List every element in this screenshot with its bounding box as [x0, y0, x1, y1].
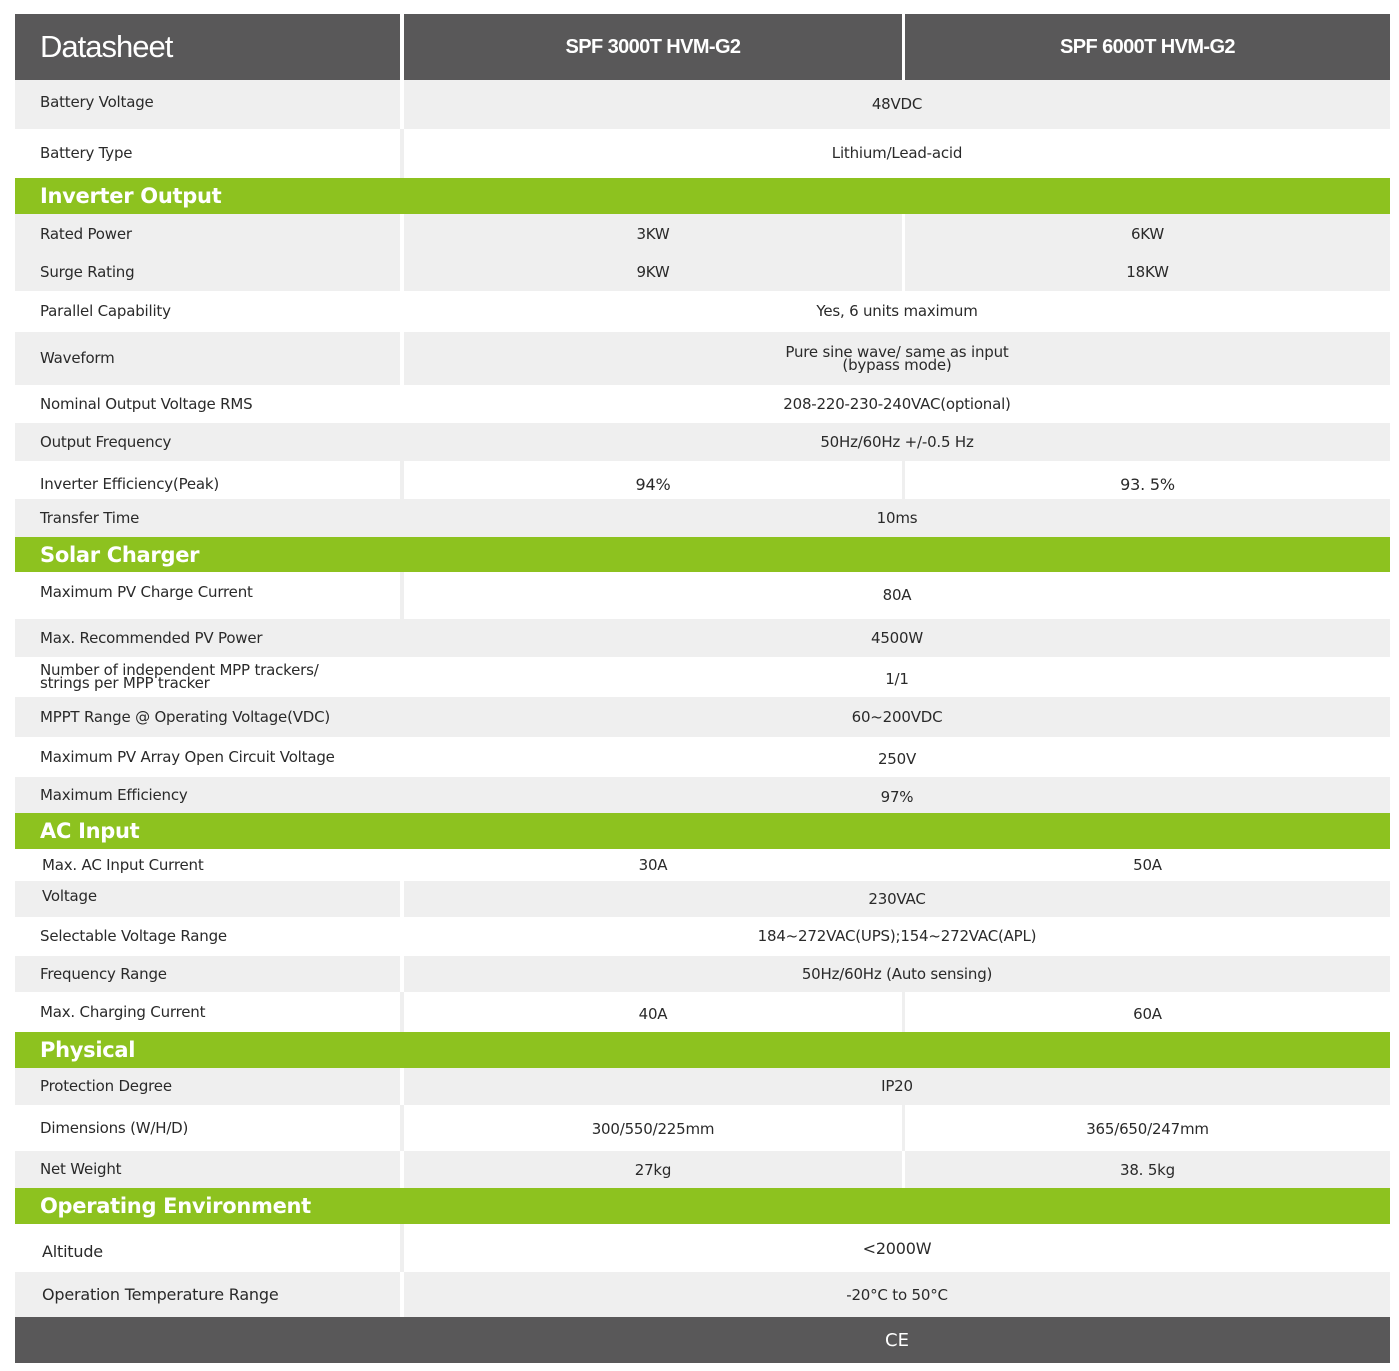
value-line: (bypass mode): [842, 355, 952, 374]
row-protection-degree: [15, 1068, 1390, 1105]
row-max-charging-current: [15, 992, 1390, 1032]
row-value: Yes, 6 units maximum: [816, 302, 978, 320]
row-label: Max. AC Input Current: [42, 855, 204, 874]
row-value: [404, 332, 1390, 385]
label-line: Number of independent MPP trackers/: [40, 661, 319, 679]
model-6000t: SPF 6000T HVM-G2: [1060, 35, 1235, 58]
row-rated-power: [15, 214, 1390, 254]
row-value: 10ms: [876, 508, 918, 527]
value-3000t: 9KW: [636, 263, 670, 281]
table-header: [15, 14, 1390, 80]
value-6000t: 365/650/247mm: [1086, 1119, 1209, 1138]
value-6000t: 60A: [1133, 1004, 1162, 1023]
section-title: Physical: [40, 1038, 136, 1062]
row-max-pv-charge-current: [15, 572, 1390, 619]
row-value: 250V: [877, 749, 917, 768]
row-label: Altitude: [42, 1241, 103, 1261]
row-value: <2000W: [862, 1238, 932, 1258]
datasheet-title: Datasheet: [40, 29, 173, 64]
value-line: Pure sine wave/ same as input: [785, 342, 1009, 361]
section-title: Operating Environment: [40, 1194, 311, 1218]
row-label: Max. Recommended PV Power: [40, 628, 263, 647]
row-value: 1/1: [885, 669, 909, 688]
table-footer: [15, 1317, 1390, 1363]
row-value: 4500W: [870, 628, 923, 647]
row-mpp-trackers: [15, 657, 1390, 697]
row-pv-open-circuit-voltage: [15, 737, 1390, 777]
section-ac-input: [15, 813, 1390, 849]
row-value: 97%: [880, 787, 914, 806]
row-label: Parallel Capability: [40, 302, 171, 320]
row-value: 208-220-230-240VAC(optional): [783, 394, 1011, 413]
row-value: -20°C to 50°C: [846, 1286, 948, 1304]
row-value: IP20: [881, 1077, 913, 1095]
row-label: Dimensions (W/H/D): [40, 1118, 189, 1137]
row-output-frequency: [15, 423, 1390, 461]
certification-label: CE: [885, 1329, 909, 1351]
row-label: MPPT Range @ Operating Voltage(VDC): [40, 707, 331, 726]
section-operating-environment: [15, 1188, 1390, 1224]
value-3000t: 300/550/225mm: [591, 1119, 715, 1138]
row-label: Net Weight: [40, 1160, 122, 1178]
value-3000t: 27kg: [634, 1161, 672, 1179]
label-line: strings per MPP tracker: [40, 674, 210, 692]
row-battery-voltage: [15, 80, 1390, 129]
row-mppt-range: [15, 697, 1390, 737]
row-value: 50Hz/60Hz (Auto sensing): [801, 964, 993, 983]
row-inverter-efficiency: [15, 461, 1390, 499]
value-3000t: 94%: [635, 474, 671, 494]
row-max-efficiency: [15, 777, 1390, 813]
row-nominal-output-voltage: [15, 385, 1390, 423]
section-title: Inverter Output: [40, 184, 222, 208]
section-physical: [15, 1032, 1390, 1068]
row-transfer-time: [15, 499, 1390, 537]
row-value: 60~200VDC: [851, 707, 943, 726]
value-6000t: 50A: [1133, 855, 1162, 874]
row-label: Protection Degree: [40, 1077, 172, 1095]
row-voltage: [15, 881, 1390, 917]
row-waveform: [15, 332, 1390, 385]
row-label: Waveform: [40, 349, 115, 367]
value-6000t: 38. 5kg: [1120, 1161, 1175, 1179]
row-label: Transfer Time: [40, 508, 140, 527]
row-value: 48VDC: [871, 95, 923, 113]
row-label: Nominal Output Voltage RMS: [40, 394, 253, 413]
section-inverter-output: [15, 178, 1390, 214]
row-label: Max. Charging Current: [40, 1002, 206, 1021]
section-title: AC Input: [40, 819, 140, 843]
row-label: Maximum Efficiency: [40, 785, 188, 804]
row-battery-type: [15, 129, 1390, 178]
row-value: Lithium/Lead-acid: [831, 144, 963, 162]
row-surge-rating: [15, 254, 1390, 291]
row-label: Selectable Voltage Range: [40, 927, 227, 945]
row-selectable-voltage-range: [15, 917, 1390, 956]
row-value: 50Hz/60Hz +/-0.5 Hz: [820, 432, 974, 451]
row-net-weight: [15, 1151, 1390, 1188]
row-label: Operation Temperature Range: [42, 1285, 279, 1304]
value-6000t: 6KW: [1130, 224, 1165, 243]
value-3000t: 3KW: [636, 224, 670, 243]
value-3000t: 30A: [638, 855, 668, 874]
row-label: Surge Rating: [40, 263, 135, 281]
row-value: 80A: [882, 586, 912, 604]
value-6000t: 18KW: [1126, 263, 1169, 281]
model-3000t: SPF 3000T HVM-G2: [565, 35, 741, 58]
value-3000t: 40A: [638, 1004, 668, 1023]
row-value: 230VAC: [868, 889, 926, 908]
row-label: Frequency Range: [40, 964, 167, 983]
row-label: Inverter Efficiency(Peak): [40, 474, 220, 493]
section-title: Solar Charger: [40, 542, 200, 567]
row-label: Rated Power: [40, 224, 132, 243]
row-label: Battery Voltage: [40, 93, 154, 111]
row-label: Maximum PV Charge Current: [40, 583, 253, 601]
row-label: [15, 657, 400, 697]
value-6000t: 93. 5%: [1120, 474, 1175, 494]
row-altitude: [15, 1224, 1390, 1272]
row-max-pv-power: [15, 619, 1390, 657]
row-parallel-capability: [15, 291, 1390, 332]
row-label: Maximum PV Array Open Circuit Voltage: [40, 747, 335, 766]
row-dimensions: [15, 1105, 1390, 1151]
row-label: Voltage: [42, 886, 97, 905]
row-operation-temperature: [15, 1272, 1390, 1317]
row-label: Output Frequency: [40, 432, 172, 451]
row-frequency-range: [15, 956, 1390, 992]
row-value: 184~272VAC(UPS);154~272VAC(APL): [757, 927, 1037, 945]
row-label: Battery Type: [40, 144, 133, 162]
